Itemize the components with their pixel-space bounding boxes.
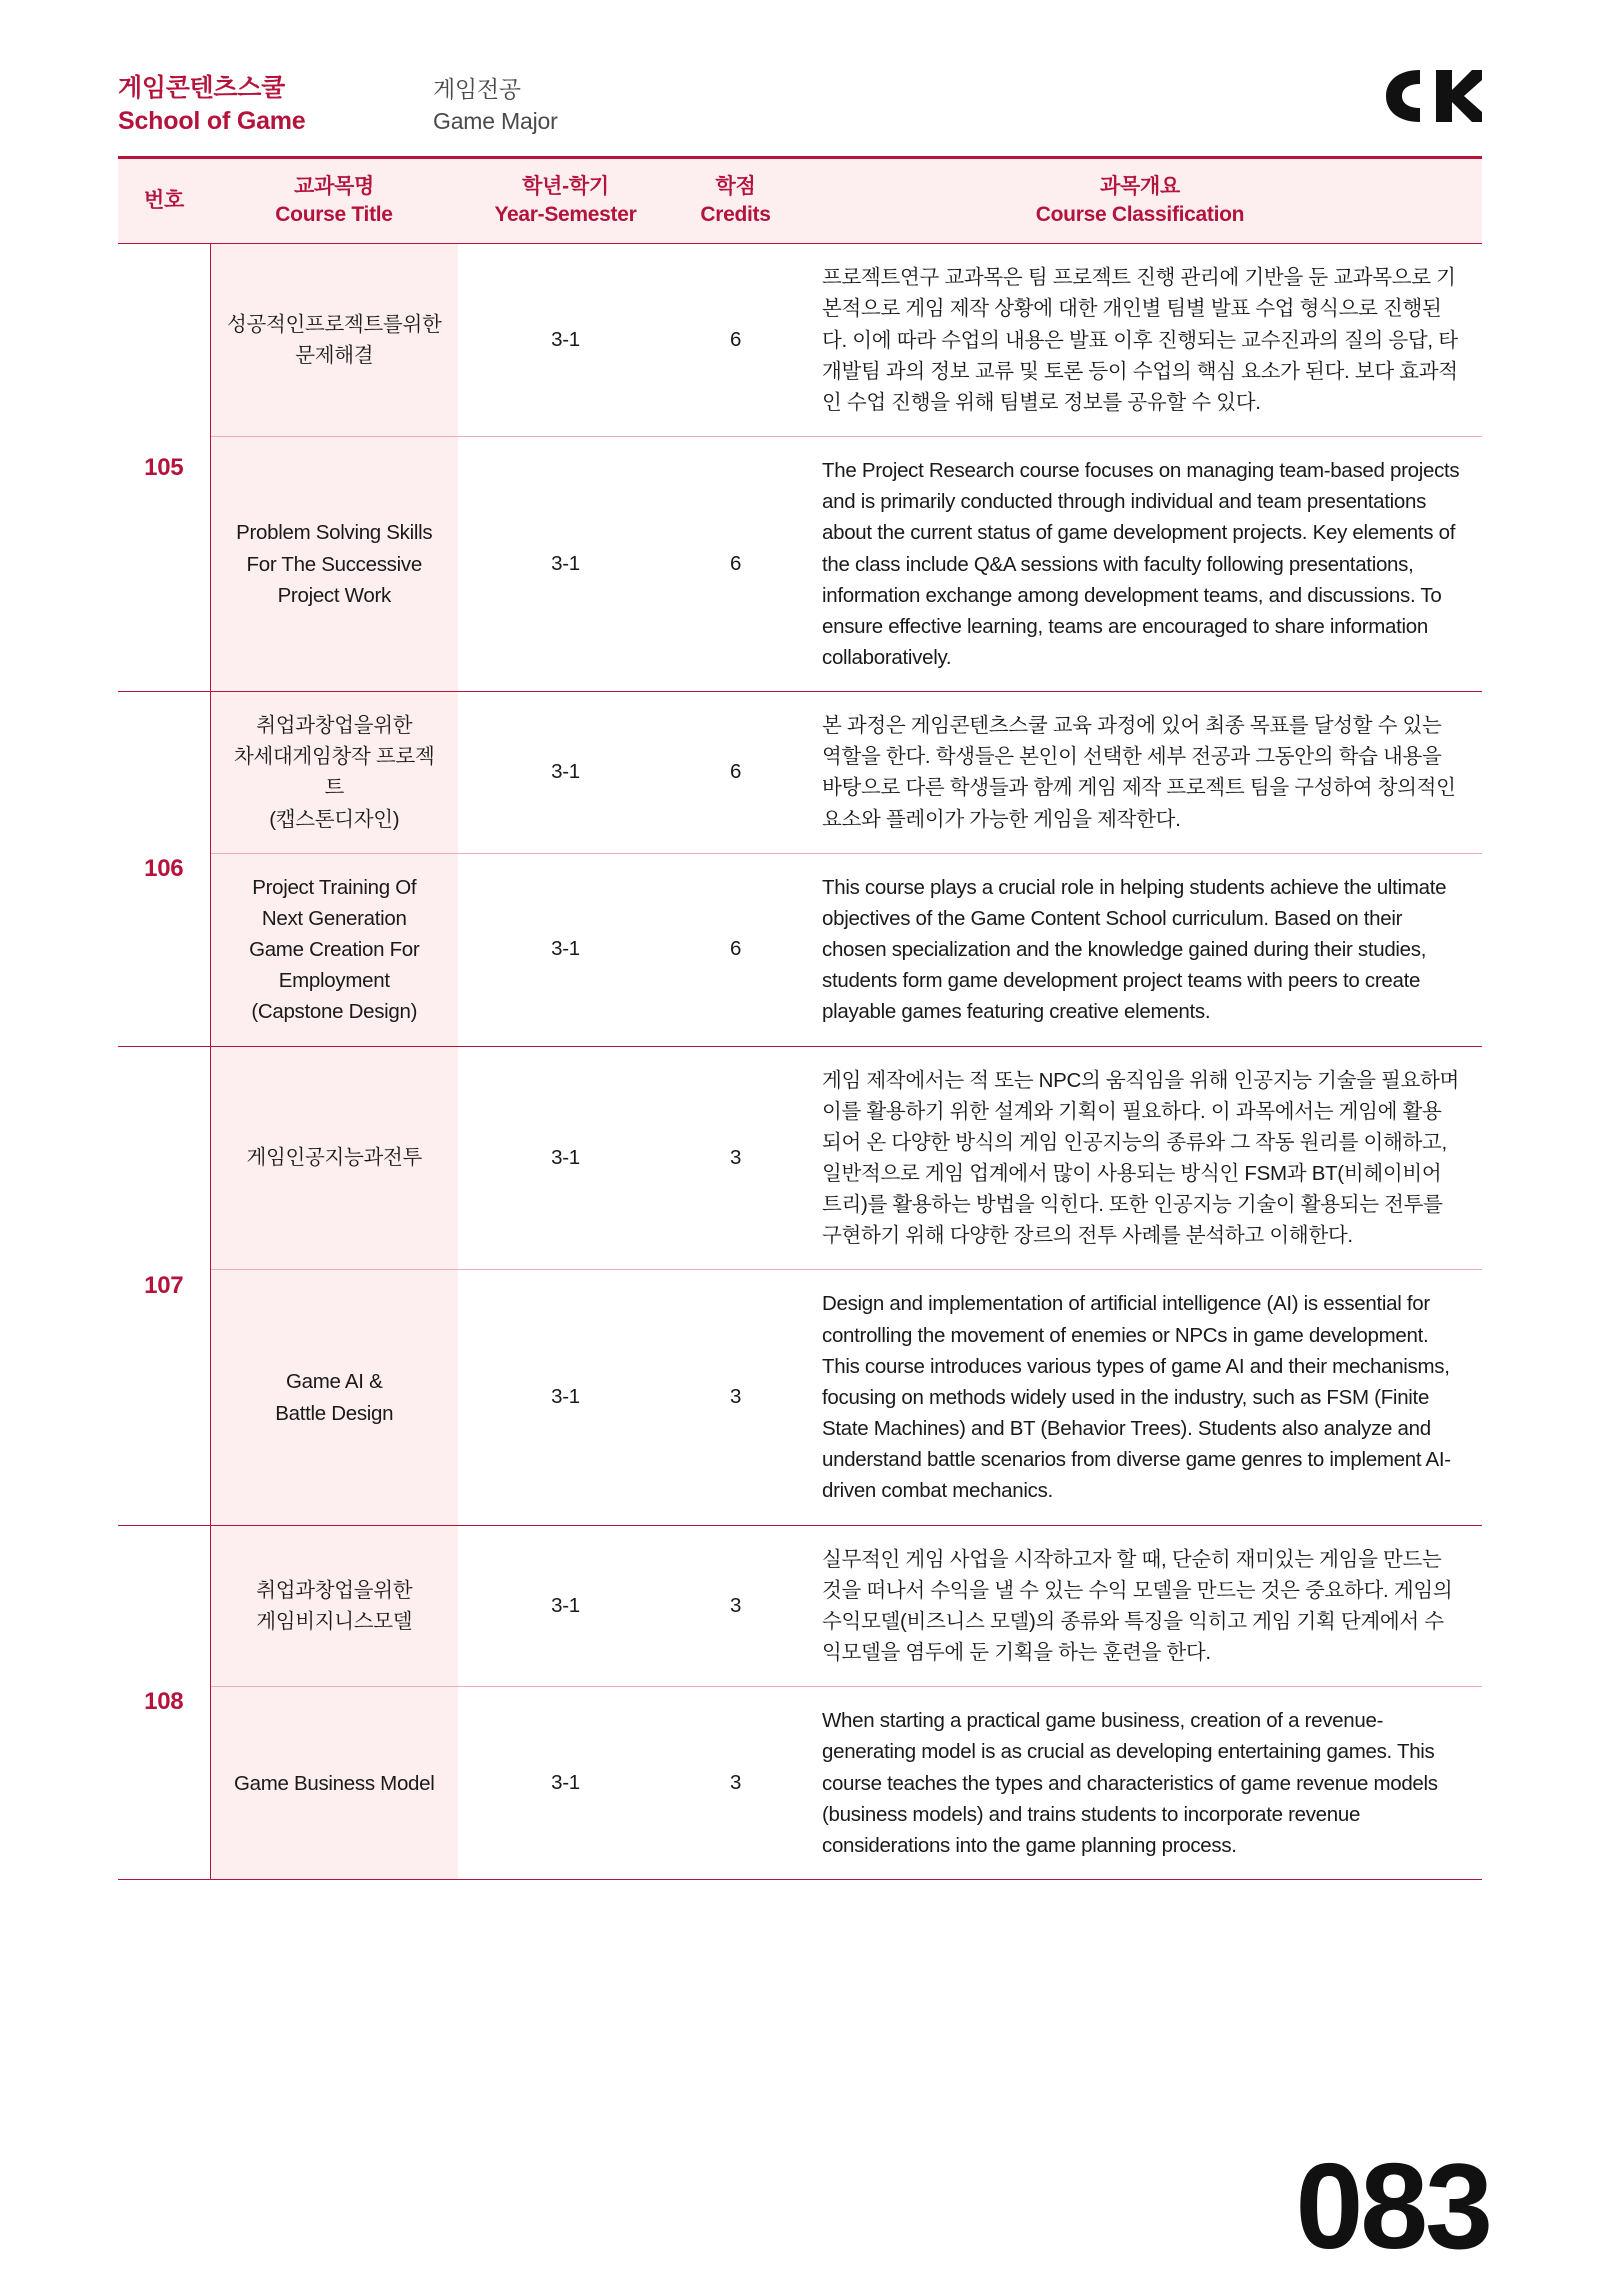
course-title-en: Game AI & Battle Design [210, 1270, 458, 1525]
th-course-title-ko: 교과목명 [294, 175, 374, 198]
course-table [118, 156, 1482, 1880]
course-title-en: Game Business Model [210, 1687, 458, 1880]
table-header [118, 158, 1482, 244]
course-title-ko: 취업과창업을위한 게임비지니스모델 [210, 1525, 458, 1687]
course-credits-en: 3 [673, 1270, 798, 1525]
course-year-ko: 3-1 [458, 692, 673, 854]
ck-logo-icon [1384, 68, 1482, 124]
page-header [118, 0, 1482, 140]
th-number-ko: 번호 [144, 189, 184, 213]
course-credits-ko: 6 [673, 244, 798, 437]
course-number: 106 [118, 692, 210, 1046]
course-year-ko: 3-1 [458, 1046, 673, 1270]
table-row [118, 1525, 1482, 1687]
course-credits-ko: 3 [673, 1046, 798, 1270]
course-description-ko: 프로젝트연구 교과목은 팀 프로젝트 진행 관리에 기반을 둔 교과목으로 기본적으로 게임 제작 상황에 대한 개인별 팀별 발표 수업 형식으로 진행된다. 이에 따라 수업의 내용은 발표 이후 진행되는 교수진과의 질의 응답, 타 개발팀 과의 정보 교류 및 토론 등이 수업의 핵심 요소가 된다. 보다 효과적인 수업 진행을 위해 팀별로 정보를 공유할 수 있다. [798, 244, 1482, 437]
course-description-ko: 게임 제작에서는 적 또는 NPC의 움직임을 위해 인공지능 기술을 필요하며 이를 활용하기 위한 설계와 기획이 필요하다. 이 과목에서는 게임에 활용되어 온 다양한 방식의 게임 인공지능의 종류와 그 작동 원리를 이해하고, 일반적으로 게임 업계에서 많이 사용되는 방식인 FSM과 BT(비헤이비어트리)를 활용하는 방법을 익힌다. 또한 인공지능 기술이 활용되는 전투를 구현하기 위해 다양한 장르의 전투 사례를 분석하고 이해한다. [798, 1046, 1482, 1270]
table-row [118, 853, 1482, 1046]
table-row [118, 1046, 1482, 1270]
th-course-title-en: Course Title [275, 203, 393, 227]
course-year-en: 3-1 [458, 853, 673, 1046]
table-row [118, 244, 1482, 437]
course-year-en: 3-1 [458, 1270, 673, 1525]
course-title-ko: 성공적인프로젝트를위한 문제해결 [210, 244, 458, 437]
course-credits-en: 3 [673, 1687, 798, 1880]
course-title-ko: 게임인공지능과전투 [210, 1046, 458, 1270]
course-description-en: The Project Research course focuses on managing team-based projects and is primarily conducted through individual and team presentations about the current status of game development projects. Key elements of the class include Q&A sessions with faculty following presentations, information exchange among development teams, and discussions. To ensure effective learning, teams are encouraged to share information collaboratively. [798, 437, 1482, 692]
course-description-ko: 본 과정은 게임콘텐츠스쿨 교육 과정에 있어 최종 목표를 달성할 수 있는 역할을 한다. 학생들은 본인이 선택한 세부 전공과 그동안의 학습 내용을 바탕으로 다른 학생들과 함께 게임 제작 프로젝트 팀을 구성하여 창의적인 요소와 플레이가 가능한 게임을 제작한다. [798, 692, 1482, 854]
course-title-en: Project Training Of Next Generation Game Creation For Employment (Capstone Design) [210, 853, 458, 1046]
course-credits-en: 6 [673, 437, 798, 692]
th-year-semester [458, 158, 673, 244]
major-name-block [433, 72, 558, 137]
th-year-semester-en: Year-Semester [494, 203, 637, 227]
course-number: 107 [118, 1046, 210, 1525]
th-credits [673, 158, 798, 244]
th-number [118, 158, 210, 244]
page-number: 083 [1295, 2138, 1490, 2274]
course-credits-ko: 3 [673, 1525, 798, 1687]
course-year-ko: 3-1 [458, 1525, 673, 1687]
course-title-en: Problem Solving Skills For The Successive Project Work [210, 437, 458, 692]
th-year-semester-ko: 학년-학기 [522, 175, 609, 198]
table-header-row [118, 158, 1482, 244]
th-credits-ko: 학점 [715, 175, 756, 198]
course-title-ko: 취업과창업을위한 차세대게임창작 프로젝트 (캡스톤디자인) [210, 692, 458, 854]
course-description-ko: 실무적인 게임 사업을 시작하고자 할 때, 단순히 재미있는 게임을 만드는 것을 떠나서 수익을 낼 수 있는 수익 모델을 만드는 것은 중요하다. 게임의 수익모델(비즈니스 모델)의 종류와 특징을 익히고 게임 기획 단계에서 수익모델을 염두에 둔 기획을 하는 훈련을 한다. [798, 1525, 1482, 1687]
th-course-classification-en: Course Classification [1035, 203, 1245, 227]
table-row [118, 437, 1482, 692]
th-course-classification-ko: 과목개요 [1100, 175, 1180, 198]
th-course-title [210, 158, 458, 244]
course-credits-en: 6 [673, 853, 798, 1046]
table-row [118, 692, 1482, 854]
course-year-en: 3-1 [458, 437, 673, 692]
school-name-ko: 게임콘텐츠스쿨 [118, 74, 285, 102]
major-name-ko: 게임전공 [433, 76, 521, 102]
th-course-classification [798, 158, 1482, 244]
course-number: 108 [118, 1525, 210, 1879]
school-name-block [118, 72, 433, 138]
course-credits-ko: 6 [673, 692, 798, 854]
course-description-en: This course plays a crucial role in helping students achieve the ultimate objectives of the Game Content School curriculum. Based on their chosen specialization and the knowledge gained during their studies, students form game development project teams with peers to create playable games featuring creative elements. [798, 853, 1482, 1046]
course-number: 105 [118, 244, 210, 692]
course-year-ko: 3-1 [458, 244, 673, 437]
th-credits-en: Credits [700, 203, 771, 227]
major-name-en: Game Major [433, 107, 558, 134]
table-row [118, 1270, 1482, 1525]
course-description-en: When starting a practical game business, creation of a revenue-generating model is as crucial as developing entertaining games. This course teaches the types and characteristics of game revenue models (business models) and trains students to incorporate revenue considerations into the game planning process. [798, 1687, 1482, 1880]
table-row [118, 1687, 1482, 1880]
school-name-en: School of Game [118, 107, 306, 135]
course-year-en: 3-1 [458, 1687, 673, 1880]
course-description-en: Design and implementation of artificial intelligence (AI) is essential for controlling the movement of enemies or NPCs in game development. This course introduces various types of game AI and their mechanisms, focusing on methods widely used in the industry, such as FSM (Finite State Machines) and BT (Behavior Trees). Students also analyze and understand battle scenarios from diverse game genres to implement AI-driven combat mechanics. [798, 1270, 1482, 1525]
table-body [118, 244, 1482, 1880]
